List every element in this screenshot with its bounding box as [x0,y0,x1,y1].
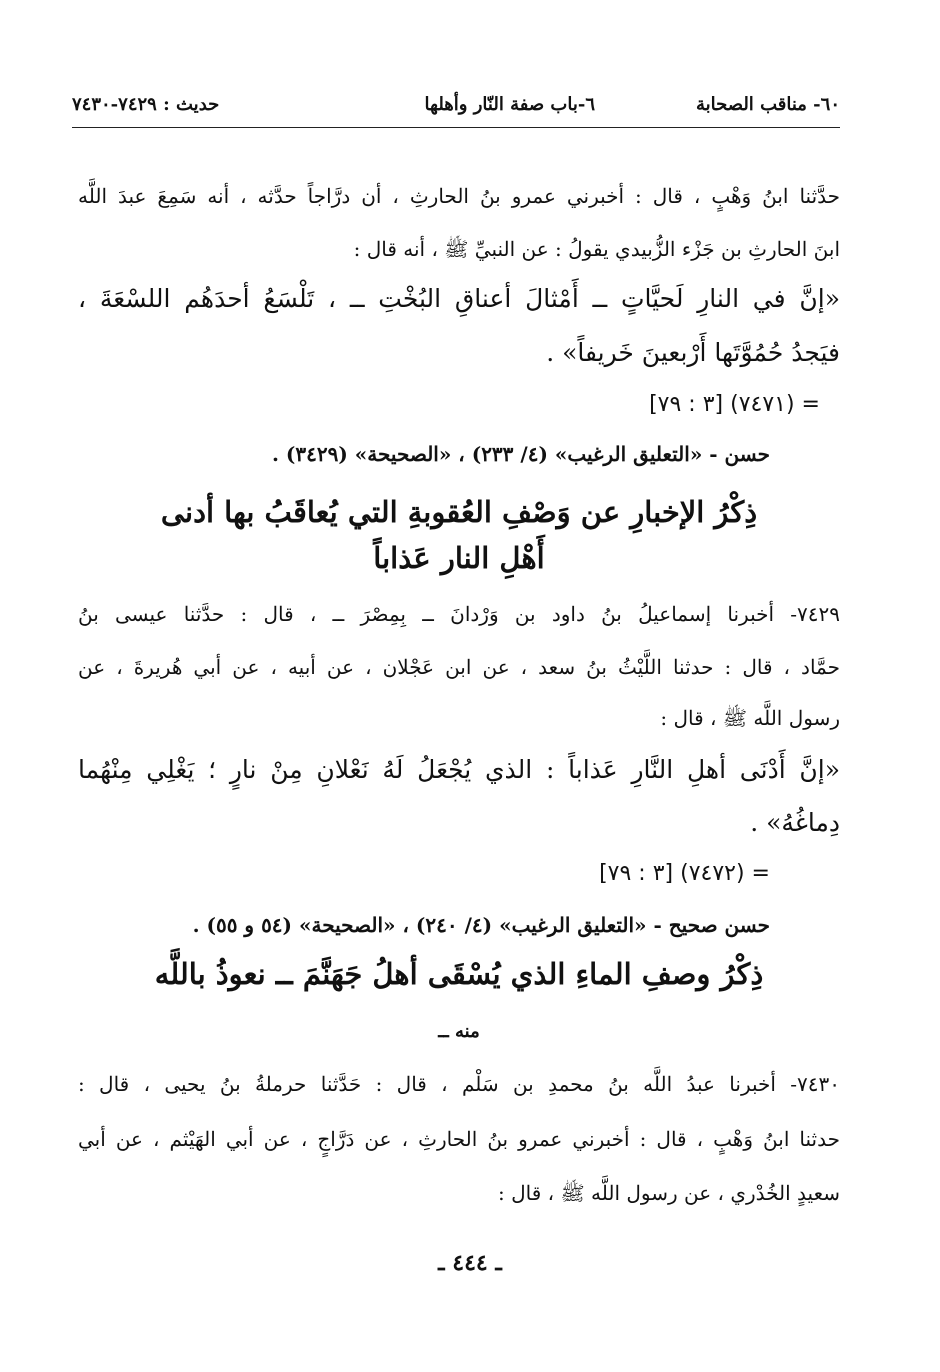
hadith-grading: حسن - «التعليق الرغيب» (٤/ ٢٣٣) ، «الصحيحة» (٣٤٢٩) . [271,442,770,466]
section-heading: ذِكْرُ الإخبارِ عن وَصْفِ العُقوبةِ التي يُعاقَبُ بها أدنى [160,495,758,529]
cross-reference: = (٧٤٧١) [٣ : ٧٩] [649,392,820,417]
hadith-text-line: «إنَّ في النارِ لَحيَّاتٍ ــ أَمْثالَ أعناقِ البُخْتِ ــ ، تَلْسَعُ أحدَهُم اللسْعَةَ ، [78,284,840,313]
narration-line: حمَّاد ، قال : حدثنا اللَّيْثُ بنُ سعد ، عن ابن عَجْلان ، عن أبيه ، عن أبي هُريرةَ ، عن [78,655,840,679]
section-heading: أَهْلِ النار عَذاباً [373,541,545,575]
cross-reference: = (٧٤٧٢) [٣ : ٧٩] [599,861,770,886]
header-section-title: ٦-باب صفة النّار وأهلها [424,94,595,115]
narration-line: ٧٤٢٩- أخبرنا إسماعيلُ بنُ داود بن وَرْدانَ ــ بِمِصْرَ ــ ، قال : حدَّثنا عيسى بنُ [78,602,840,626]
narration-line: سعيدٍ الخُدْري ، عن رسول اللَّه ﷺ ، قال : [498,1181,840,1205]
header-book-chapter: ٦٠- مناقب الصحابة [695,94,840,115]
running-header [72,92,840,126]
hadith-text-line: فيَجدُ حُمُوَّتَها أَرْبعينَ خَريفاً» . [546,338,840,367]
narration-line: ٧٤٣٠- أخبرنا عبدُ اللَّه بنُ محمدِ بن سَلْم ، قال : حَدَّثنا حرملةُ بنُ يحيى ، قال : [78,1072,840,1096]
narration-line: ابنَ الحارثِ بن جَزْء الزُّبيدي يقولُ : عن النبيِّ ﷺ ، أنه قال : [353,237,840,261]
narration-line: رسول اللَّه ﷺ ، قال : [660,706,840,730]
header-hadith-range: حديث : ٧٤٢٩-٧٤٣٠ [72,94,220,115]
section-heading: منه ــ [438,1021,480,1042]
narration-line: حدثنا ابنُ وَهْبٍ ، قال : أخبرني عمرو بنُ الحارثِ ، عن دَرَّاجٍ ، عن أبي الهَيْثم ، عن أبي [78,1127,840,1151]
header-rule [72,127,840,128]
hadith-grading: حسن صحيح - «التعليق الرغيب» (٤/ ٢٤٠) ، «الصحيحة» (٥٤ و ٥٥) . [192,913,770,937]
hadith-text-line: دِماغُهُ» . [750,808,840,837]
page-number: ـ ٤٤٤ ـ [438,1250,502,1276]
section-heading: ذِكْرُ وصفِ الماءِ الذي يُسْقَى أهلُ جَهَنَّمَ ــ نعوذُ باللَّه [154,957,764,991]
narration-line: حدَّثنا ابنُ وَهْبٍ ، قال : أخبرني عمرو بنُ الحارثِ ، أن درَّاجاً حدَّثه ، أنه سَمِعَ عبدَ اللَّه [78,184,840,208]
hadith-text-line: «إنَّ أَدْنَى أهلِ النَّارِ عَذاباً : الذي يُجْعَلُ لَهُ نَعْلانِ مِنْ نارٍ ؛ يَغْلِي مِنْهُما [78,755,840,784]
